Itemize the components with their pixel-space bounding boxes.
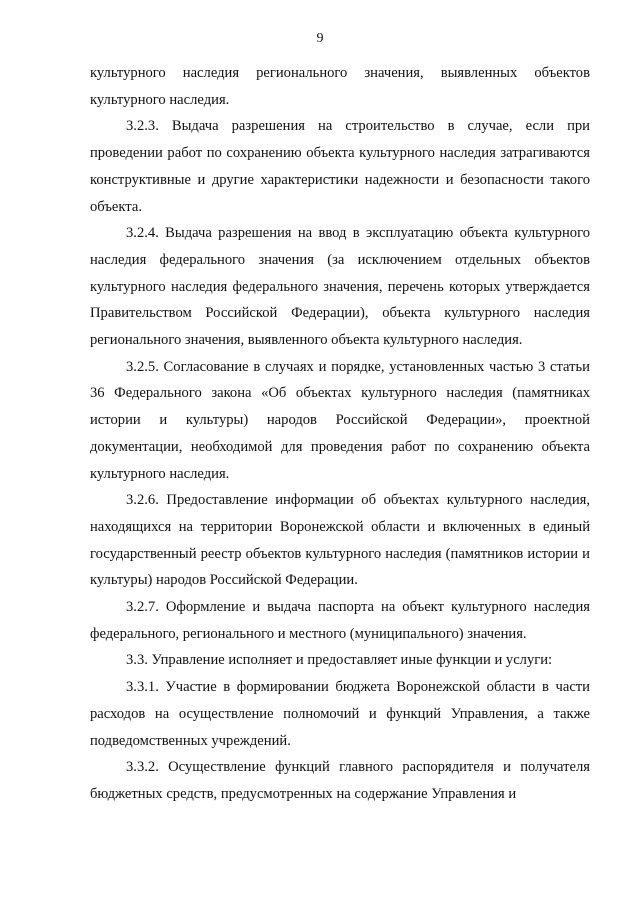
- paragraph-3-3-2: 3.3.2. Осуществление функций главного распорядителя и получателя бюджетных средств, предусмотренных на содержание Управления и: [90, 759, 590, 802]
- paragraph-3-2-6: 3.2.6. Предоставление информации об объектах культурного наследия, находящихся на территории Воронежской области и включенных в единый государственный реестр объектов культурного наследия (памятников истории и культуры) народов Российской Федерации.: [90, 492, 590, 589]
- paragraph-3-3: 3.3. Управление исполняет и предоставляет иные функции и услуги:: [126, 652, 553, 669]
- paragraph-3-3-1: 3.3.1. Участие в формировании бюджета Воронежской области в части расходов на осуществление полномочий и функций Управления, а также подведомственных учреждений.: [90, 679, 590, 749]
- page-number: 9: [316, 31, 324, 46]
- paragraph-continuation: культурного наследия регионального значения, выявленных объектов культурного наследия.: [90, 65, 590, 108]
- paragraph-3-2-4: 3.2.4. Выдача разрешения на ввод в эксплуатацию объекта культурного наследия федерального значения (за исключением отдельных объектов культурного наследия федерального значения, перечень которых утверждается Правительством Российской Федерации), объекта культурного наследия регионального значения, выявленного объекта культурного наследия.: [90, 225, 590, 349]
- paragraph-3-2-7: 3.2.7. Оформление и выдача паспорта на объект культурного наследия федерального, регионального и местного (муниципального) значения.: [90, 599, 590, 642]
- document-body: [90, 60, 590, 808]
- paragraph-3-2-5: 3.2.5. Согласование в случаях и порядке, установленных частью 3 статьи 36 Федерального закона «Об объектах культурного наследия (памятниках истории и культуры) народов Российской Федерации», проектной документации, необходимой для проведения работ по сохранению объекта культурного наследия.: [90, 358, 590, 482]
- paragraph-3-2-3: 3.2.3. Выдача разрешения на строительство в случае, если при проведении работ по сохранению объекта культурного наследия затрагиваются конструктивные и другие характеристики надежности и безопасности такого объекта.: [90, 118, 590, 215]
